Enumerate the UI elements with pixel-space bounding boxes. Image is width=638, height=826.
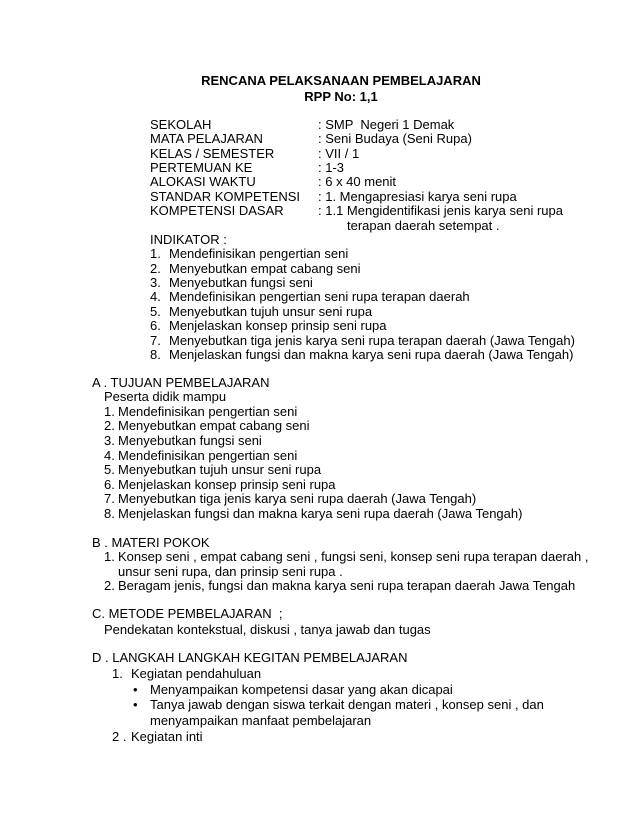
list-item [0, 550, 638, 564]
item-number: 2. [104, 418, 115, 434]
indicator-item [0, 319, 638, 333]
identity-value: : 1. Mengapresiasi karya seni rupa [318, 188, 517, 204]
list-item-continuation [0, 565, 638, 579]
identity-row [0, 190, 638, 204]
section-langkah [0, 650, 638, 745]
identity-and-indicators [0, 118, 638, 363]
identity-row [0, 204, 638, 218]
item-text: Menyebutkan tiga jenis karya seni rupa daerah (Jawa Tengah) [118, 491, 477, 507]
section-heading-text: D . LANGKAH LANGKAH KEGITAN PEMBELAJARAN [92, 650, 408, 666]
identity-row [0, 147, 638, 161]
item-text: Menyebutkan tiga jenis karya seni rupa terapan daerah (Jawa Tengah) [169, 332, 575, 348]
identity-row [0, 161, 638, 175]
section-heading-text: A . TUJUAN PEMBELAJARAN [92, 374, 270, 390]
identity-label: KELAS / SEMESTER [150, 145, 275, 161]
list-item [0, 492, 638, 507]
indicator-item [0, 247, 638, 261]
item-text: Beragam jenis, fungsi dan makna karya seni rupa terapan daerah Jawa Tengah [118, 577, 576, 593]
section-intro-text: Peserta didik mampu [104, 389, 227, 405]
list-item [0, 405, 638, 420]
bullet-item [0, 682, 638, 698]
item-text: Konsep seni , empat cabang seni , fungsi seni, konsep seni rupa terapan daerah , [118, 549, 589, 565]
item-continuation-text: unsur seni rupa, dan prinsip seni rupa . [118, 563, 343, 579]
step-text: Kegiatan inti [131, 729, 203, 745]
bullet-text: Menyampaikan kompetensi dasar yang akan dicapai [150, 681, 453, 697]
identity-label: KOMPETENSI DASAR [150, 203, 284, 219]
item-number: 5. [104, 462, 115, 478]
identity-label: MATA PELAJARAN [150, 131, 263, 147]
item-number: 5. [150, 303, 161, 319]
item-text: Mendefinisikan pengertian seni [169, 246, 349, 262]
section-heading [0, 536, 638, 550]
item-number: 7. [104, 491, 115, 507]
identity-row [0, 132, 638, 146]
identity-row [0, 118, 638, 132]
section-metode [0, 606, 638, 637]
section-materi [0, 536, 638, 594]
item-text: Menyebutkan fungsi seni [118, 433, 262, 449]
list-item [0, 463, 638, 478]
list-item [0, 434, 638, 449]
list-item [0, 579, 638, 593]
item-number: 8. [150, 347, 161, 363]
indicator-item [0, 276, 638, 290]
item-number: 2. [150, 260, 161, 276]
indicator-item [0, 334, 638, 348]
section-heading [0, 376, 638, 391]
item-number: 3. [150, 275, 161, 291]
list-item [0, 449, 638, 464]
section-heading-text: B . MATERI POKOK [92, 534, 210, 550]
section-tujuan [0, 376, 638, 522]
identity-value: : VII / 1 [318, 145, 360, 161]
item-number: 2. [104, 577, 115, 593]
item-number: 3. [104, 433, 115, 449]
rpp-number: RPP No: 1,1 [304, 88, 378, 104]
indicator-heading-text: INDIKATOR : [150, 231, 227, 247]
step-item [0, 729, 638, 745]
item-text: Menyebutkan fungsi seni [169, 275, 313, 291]
item-text: Menyebutkan tujuh unsur seni rupa [118, 462, 322, 478]
indicator-item [0, 290, 638, 304]
list-item [0, 507, 638, 522]
item-number: 1. [104, 549, 115, 565]
bullet-item [0, 697, 638, 713]
identity-value: : 6 x 40 menit [318, 174, 397, 190]
bullet-icon: • [133, 681, 138, 697]
item-number: 8. [104, 506, 115, 522]
bullet-continuation-text: menyampaikan manfaat pembelajaran [150, 713, 372, 729]
step-number: 1. [112, 665, 123, 681]
section-heading [0, 650, 638, 666]
indicator-item [0, 262, 638, 276]
item-number: 7. [150, 332, 161, 348]
subtitle-line [0, 89, 590, 105]
item-text: Menjelaskan fungsi dan makna karya seni rupa daerah (Jawa Tengah) [169, 347, 574, 363]
section-heading-text: C. METODE PEMBELAJARAN ; [92, 606, 283, 622]
item-text: Menjelaskan konsep prinsip seni rupa [169, 318, 387, 334]
identity-value-continuation [0, 219, 638, 233]
identity-label: PERTEMUAN KE [150, 159, 253, 175]
item-text: Menyebutkan empat cabang seni [118, 418, 310, 434]
item-text: Menjelaskan konsep prinsip seni rupa [118, 476, 336, 492]
identity-value: : 1.1 Mengidentifikasi jenis karya seni rupa [318, 203, 563, 219]
section-body [0, 622, 638, 638]
item-text: Menjelaskan fungsi dan makna karya seni rupa daerah (Jawa Tengah) [118, 506, 523, 522]
identity-label: SEKOLAH [150, 116, 212, 132]
indicator-item [0, 348, 638, 362]
item-number: 1. [150, 246, 161, 262]
identity-value: : Seni Budaya (Seni Rupa) [318, 131, 472, 147]
item-text: Mendefinisikan pengertian seni rupa terapan daerah [169, 289, 470, 305]
identity-row [0, 175, 638, 189]
item-text: Mendefinisikan pengertian seni [118, 447, 298, 463]
identity-value: : 1-3 [318, 159, 345, 175]
section-heading [0, 606, 638, 622]
item-text: Menyebutkan tujuh unsur seni rupa [169, 303, 373, 319]
step-text: Kegiatan pendahuluan [131, 665, 262, 681]
identity-value: : SMP Negeri 1 Demak [318, 116, 455, 132]
item-number: 6. [104, 476, 115, 492]
section-intro [0, 390, 638, 405]
item-text: Mendefinisikan pengertian seni [118, 403, 298, 419]
item-number: 4. [104, 447, 115, 463]
identity-label: STANDAR KOMPETENSI [150, 188, 301, 204]
item-text: Menyebutkan empat cabang seni [169, 260, 361, 276]
document-title: RENCANA PELAKSANAAN PEMBELAJARAN [201, 73, 481, 89]
section-body-text: Pendekatan kontekstual, diskusi , tanya jawab dan tugas [104, 621, 431, 637]
item-number: 4. [150, 289, 161, 305]
step-number: 2 . [112, 729, 127, 745]
step-item [0, 666, 638, 682]
bullet-icon: • [133, 697, 138, 713]
title-line [0, 73, 590, 89]
document-header [0, 73, 638, 104]
identity-label: ALOKASI WAKTU [150, 174, 256, 190]
item-number: 6. [150, 318, 161, 334]
bullet-text: Tanya jawab dengan siswa terkait dengan materi , konsep seni , dan [150, 697, 544, 713]
list-item [0, 419, 638, 434]
identity-value-continuation-text: terapan daerah setempat . [347, 217, 500, 233]
bullet-continuation [0, 713, 638, 729]
indicator-item [0, 305, 638, 319]
list-item [0, 478, 638, 493]
item-number: 1. [104, 403, 115, 419]
indicator-heading [0, 233, 638, 247]
